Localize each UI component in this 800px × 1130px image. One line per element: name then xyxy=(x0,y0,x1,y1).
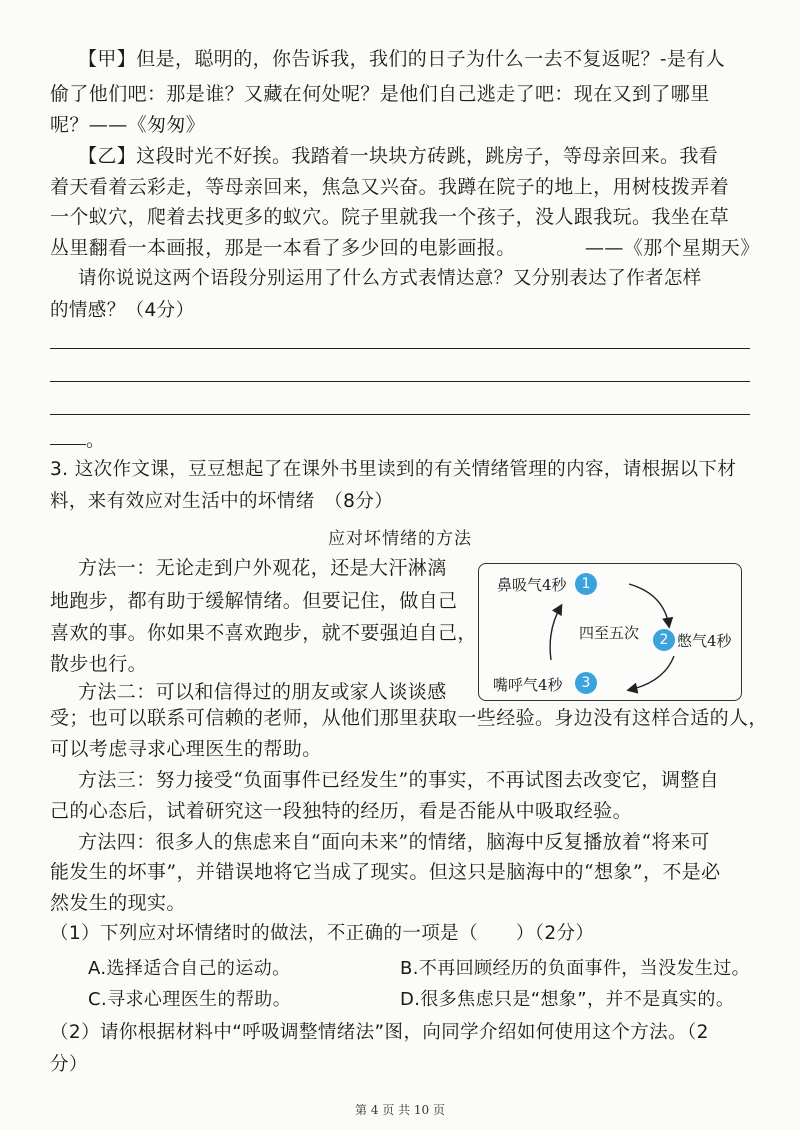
step-hold-label: 憋气4秒 xyxy=(677,632,732,650)
method-2-line-2: 受；也可以联系可信赖的老师，从他们那里获取一些经验。身边没有这样合适的人， xyxy=(50,707,768,729)
step-inhale-label: 鼻吸气4秒 xyxy=(497,576,567,594)
step-exhale-label: 嘴呼气4秒 xyxy=(493,676,563,694)
q3-line-1: 3. 这次作文课，豆豆想起了在课外书里读到的有关情绪管理的内容，请根据以下材 xyxy=(50,459,737,480)
option-b[interactable]: B.不再回顾经历的负面事件，当没发生过。 xyxy=(400,958,751,979)
question-prompt-line-1: 请你说说这两个语段分别运用了什么方式表情达意？又分别表达了作者怎样 xyxy=(78,268,702,289)
passage-jia-line-2: 偷了他们吧：那是谁？又藏在何处呢？是他们自己逃走了吧：现在又到了哪里 xyxy=(50,83,710,105)
method-4-line-2: 能发生的坏事”，并错误地将它当成了现实。但这只是脑海中的“想象”，不是必 xyxy=(50,861,721,883)
answer-line-3[interactable] xyxy=(50,414,750,415)
option-c[interactable]: C.寻求心理医生的帮助。 xyxy=(88,989,292,1010)
question-prompt-line-2: 的情感？（4分） xyxy=(50,300,195,321)
method-3-line-1: 方法三：努力接受“负面事件已经发生”的事实，不再试图去改变它，调整自 xyxy=(78,769,720,791)
passage-yi-line-3: 一个蚁穴，爬着去找更多的蚁穴。院子里就我一个孩子，没人跟我玩。我坐在草 xyxy=(50,206,730,228)
method-1-line-1: 方法一：无论走到户外观花，还是大汗淋漓 xyxy=(78,557,447,579)
method-2-line-1: 方法二：可以和信得过的朋友或家人谈谈感 xyxy=(78,681,447,703)
passage-jia-line-1: 【甲】但是，聪明的，你告诉我，我们的日子为什么一去不复返呢？-是有人 xyxy=(78,48,726,70)
step-3-badge: 3 xyxy=(575,672,597,694)
cycle-count-label: 四至五次 xyxy=(579,624,640,642)
option-a[interactable]: A.选择适合自己的运动。 xyxy=(88,958,291,979)
breathing-diagram xyxy=(478,563,742,701)
q3-line-2: 料，来有效应对生活中的坏情绪 （8分） xyxy=(50,491,394,512)
step-2-badge: 2 xyxy=(653,629,675,651)
sub-question-1: （1）下列应对坏情绪时的做法，不正确的一项是（ ）（2分） xyxy=(50,923,595,944)
passage-jia-line-3: 呢？——《匆匆》 xyxy=(50,114,206,136)
step-1-badge: 1 xyxy=(575,573,597,595)
passage-yi-line-2: 着天看着云彩走，等母亲回来，焦急又兴奋。我蹲在院子的地上，用树枝拨弄着 xyxy=(50,176,730,198)
sub-question-2-line-1: （2）请你根据材料中“呼吸调整情绪法”图，向同学介绍如何使用这个方法。（2 xyxy=(50,1022,709,1043)
option-d[interactable]: D.很多焦虑只是“想象”，并不是真实的。 xyxy=(400,989,735,1010)
material-title: 应对坏情绪的方法 xyxy=(328,529,472,549)
method-4-line-3: 然发生的现实。 xyxy=(50,892,186,914)
method-3-line-2: 己的心态后，试着研究这一段独特的经历，看是否能从中吸取经验。 xyxy=(50,800,633,822)
passage-yi-source: ——《那个星期天》 xyxy=(585,237,760,259)
answer-line-2[interactable] xyxy=(50,381,750,382)
method-2-line-3: 可以考虑寻求心理医生的帮助。 xyxy=(50,738,322,760)
answer-line-4[interactable] xyxy=(50,444,86,445)
method-1-line-4: 散步也行。 xyxy=(50,653,148,675)
answer-end-mark: 。 xyxy=(86,429,106,451)
passage-yi-line-4: 丛里翻看一本画报，那是一本看了多少回的电影画报。 xyxy=(50,237,516,259)
page-footer: 第 4 页 共 10 页 xyxy=(355,1103,445,1117)
sub-question-2-line-2: 分） xyxy=(50,1054,88,1075)
method-1-line-2: 地跑步，都有助于缓解情绪。但要记住，做自己 xyxy=(50,590,458,612)
method-4-line-1: 方法四：很多人的焦虑来自“面向未来”的情绪，脑海中反复播放着“将来可 xyxy=(78,831,710,853)
passage-yi-line-1: 【乙】这段时光不好挨。我踏着一块块方砖跳，跳房子，等母亲回来。我看 xyxy=(78,145,719,167)
answer-line-1[interactable] xyxy=(50,348,750,349)
method-1-line-3: 喜欢的事。你如果不喜欢跑步，就不要强迫自己， xyxy=(50,622,477,644)
